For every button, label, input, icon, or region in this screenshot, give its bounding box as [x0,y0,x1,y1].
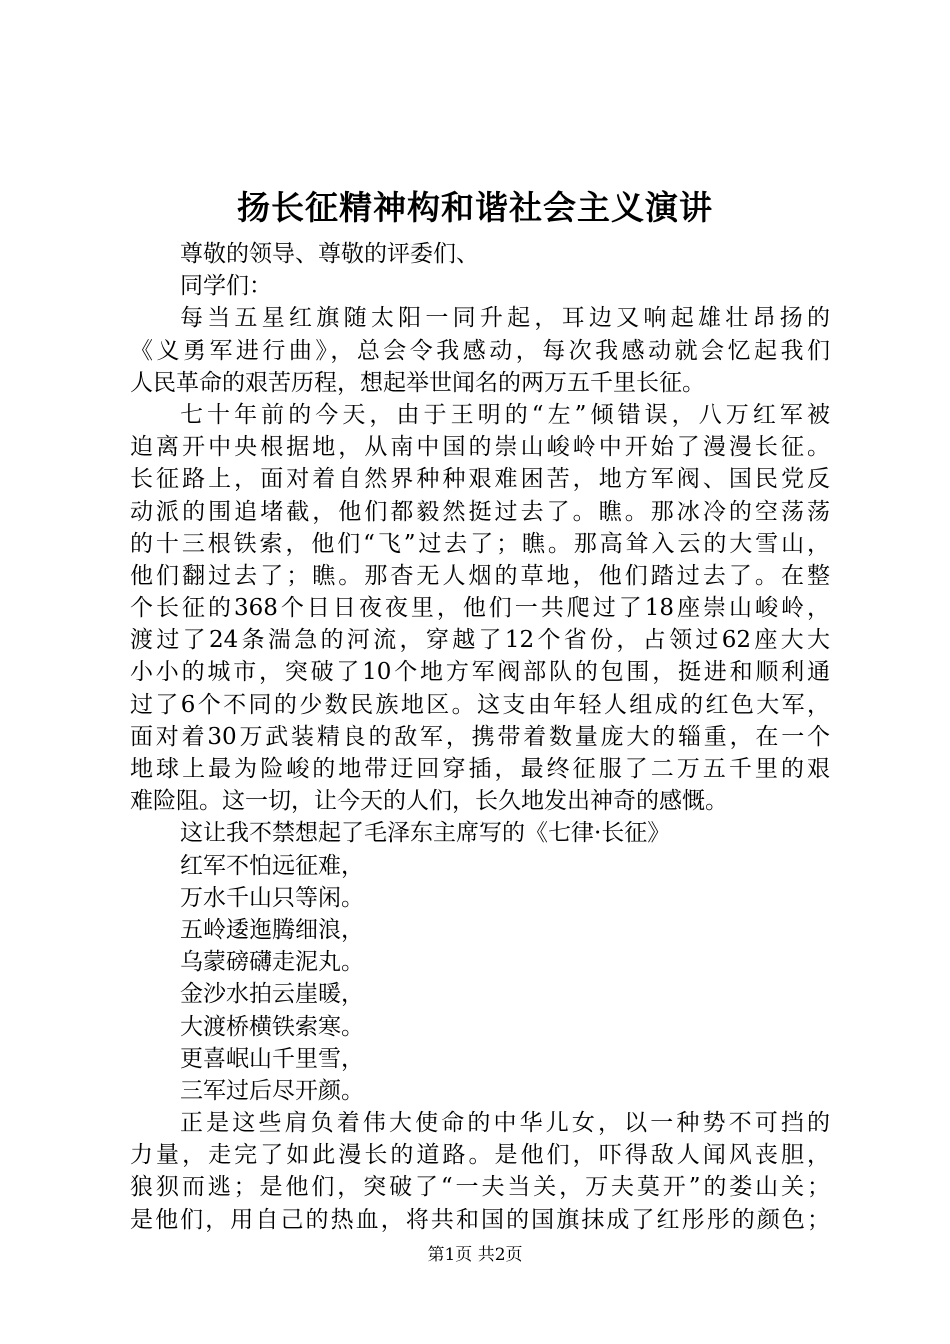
text-line: 这让我不禁想起了毛泽东主席写的《七律·长征》 [180,820,671,847]
document-title: 扬长征精神构和谐社会主义演讲 [237,188,713,227]
text-line: 万水千山只等闲。 [180,884,364,911]
text-line: 难险阻。这一切，让今天的人们，长久地发出神奇的感慨。 [130,788,728,815]
text-line: 地球上最为险峻的地带迂回穿插，最终征服了二万五千里的艰 [130,756,830,782]
text-line: 七十年前的今天，由于王明的“左”倾错误，八万红军被 [180,401,830,428]
text-line: 大渡桥横铁索寒。 [180,1013,364,1040]
text-line: 迫离开中央根据地，从南中国的崇山峻岭中开始了漫漫长征。 [130,434,830,461]
text-line: 尊敬的领导、尊敬的评委们、 [180,241,479,267]
text-line: 动派的围追堵截，他们都毅然挺过去了。瞧。那冰冷的空荡荡 [130,498,830,525]
text-line: 力量，走完了如此漫长的道路。是他们，吓得敌人闻风丧胆， [130,1142,830,1169]
text-line: 红军不怕远征难， [180,852,364,879]
page-footer: 第1页 共2页 [427,1245,523,1265]
document-body [130,238,830,1236]
text-line: 是他们，用自己的热血，将共和国的国旗抹成了红彤彤的颜色； [130,1206,830,1233]
text-line: 狼狈而逃；是他们，突破了“一夫当关，万夫莫开”的娄山关； [130,1174,830,1201]
text-line: 小小的城市，突破了10个地方军阀部队的包围，挺进和顺利通 [130,659,830,686]
text-line: 金沙水拍云崖暖， [180,981,364,1008]
text-line: 每当五星红旗随太阳一同升起，耳边又响起雄壮昂扬的 [180,305,830,332]
text-line: 《义勇军进行曲》，总会令我感动，每次我感动就会忆起我们 [130,337,830,364]
text-line: 过了6个不同的少数民族地区。这支由年轻人组成的红色大军， [130,691,830,718]
text-line: 个长征的368个日日夜夜里，他们一共爬过了18座崇山峻岭， [130,595,830,622]
text-line: 乌蒙磅礴走泥丸。 [180,949,364,976]
text-line: 渡过了24条湍急的河流，穿越了12个省份，占领过62座大大 [130,627,830,654]
text-line: 的十三根铁索，他们“飞”过去了；瞧。那高耸入云的大雪山， [130,530,830,557]
text-line: 同学们： [180,273,272,300]
text-line: 更喜岷山千里雪， [180,1045,364,1072]
text-line: 他们翻过去了；瞧。那杳无人烟的草地，他们踏过去了。在整 [130,562,830,589]
text-line: 面对着30万武装精良的敌军，携带着数量庞大的辎重，在一个 [130,723,830,750]
text-line: 五岭逶迤腾细浪， [180,916,364,943]
text-line: 正是这些肩负着伟大使命的中华儿女，以一种势不可挡的 [180,1110,830,1137]
text-line: 人民革命的艰苦历程，想起举世闻名的两万五千里长征。 [130,369,705,396]
text-line: 长征路上，面对着自然界种种艰难困苦，地方军阀、国民党反 [130,466,830,493]
text-line: 三军过后尽开颜。 [180,1077,364,1104]
